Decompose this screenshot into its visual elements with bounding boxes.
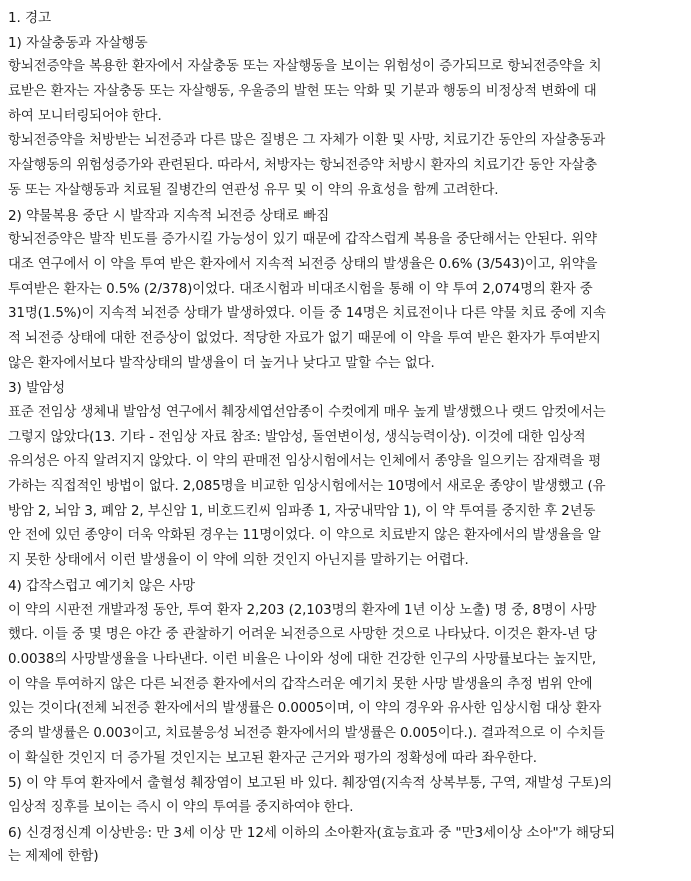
section-heading: 1) 자살충동과 자살행동 xyxy=(8,34,148,51)
paragraph-line: 0.0038의 사망발생율을 나타낸다. 이런 비율은 나이와 성에 대한 건강한 인구의 사망률보다는 높지만, xyxy=(8,651,597,667)
paragraph-line: 항뇌전증약을 복용한 환자에서 자살충동 또는 자살행동을 보이는 위험성이 증가되므로 항뇌전증약을 치 xyxy=(8,59,602,75)
paragraph-line: 가하는 직접적인 방법이 없다. 2,085명을 비교한 임상시험에서는 10명에서 새로운 종양이 발생했고 (유 xyxy=(8,479,606,495)
paragraph-line: 동 또는 자살행동과 치료될 질병간의 연관성 유무 및 이 약의 유효성을 함께 고려한다. xyxy=(8,182,499,198)
paragraph-line: 항뇌전증약을 처방받는 뇌전증과 다른 많은 질병은 그 자체가 이환 및 사망, 치료기간 동안의 자살충동과 xyxy=(8,133,606,149)
paragraph-line: 자살행동의 위험성증가와 관련된다. 따라서, 처방자는 항뇌전증약 처방시 환자의 치료기간 동안 자살충 xyxy=(8,158,597,174)
paragraph-line: 중의 발생률은 0.003이고, 치료불응성 뇌전증 환자에서의 발생률은 0.005이다.). 결과적으로 이 수치들 xyxy=(8,725,605,741)
section-heading: 1. 경고 xyxy=(8,10,52,26)
paragraph-line: 투여받은 환자는 0.5% (2/378)이었다. 대조시험과 비대조시험을 통해 이 약 투여 2,074명의 환자 중 xyxy=(8,281,593,297)
paragraph-line: 않은 환자에서보다 발작상태의 발생율이 더 높거나 낮다고 말할 수는 없다. xyxy=(8,355,435,371)
paragraph-line: 이 약을 투여하지 않은 다른 뇌전증 환자에서의 갑작스러운 예기치 못한 사망 발생율의 추정 범위 안에 xyxy=(8,676,593,692)
paragraph-line: 유의성은 아직 알려지지 않았다. 이 약의 판매전 임상시험에서는 인체에서 종양을 일으키는 잠재력을 평 xyxy=(8,454,602,470)
section-heading: 3) 발암성 xyxy=(8,380,66,397)
paragraph-line: 임상적 징후를 보이는 즉시 이 약의 투여를 중지하여야 한다. xyxy=(8,800,354,815)
paragraph-line: 했다. 이들 중 몇 명은 야간 중 관찰하기 어려운 뇌전증으로 사망한 것으로 나타났다. 이것은 환자-년 당 xyxy=(8,627,597,643)
paragraph-line: 표준 전임상 생체내 발암성 연구에서 췌장세엽선암종이 수컷에게 매우 높게 발생했으나 랫드 암컷에서는 xyxy=(8,405,606,420)
paragraph-line: 이 약의 시판전 개발과정 동안, 투여 환자 2,203 (2,103명의 환자에 1년 이상 노출) 명 중, 8명이 사망 xyxy=(8,602,597,618)
section-heading: 2) 약물복용 중단 시 발작과 지속적 뇌전증 상태로 빠짐 xyxy=(8,207,330,224)
section-heading: 6) 신경정신계 이상반응: 만 3세 이상 만 12세 이하의 소아환자(효능효과 중 "만3세이상 소아"가 해당되 xyxy=(8,824,615,841)
paragraph-line: 적 뇌전증 상태에 대한 전증상이 없었다. 적당한 자료가 없기 때문에 이 약을 투여 받은 환자가 투여받지 xyxy=(8,330,601,346)
paragraph-line: 그렇지 않았다(13. 기타 - 전임상 자료 참조: 발암성, 돌연변이성, 생식능력이상). 이것에 대한 임상적 xyxy=(8,429,586,445)
paragraph-line: 31명(1.5%)이 지속적 뇌전증 상태가 발생하였다. 이들 중 14명은 치료전이나 다른 약물 치료 중에 지속 xyxy=(8,306,606,322)
section-heading: 5) 이 약 투여 환자에서 출혈성 췌장염이 보고된 바 있다. 췌장염(지속적 상복부통, 구역, 재발성 구토)의 xyxy=(8,775,613,792)
paragraph-line: 이 확실한 것인지 더 증가될 것인지는 보고된 환자군 근거와 평가의 정확성에 따라 좌우한다. xyxy=(8,750,537,766)
paragraph-line: 대조 연구에서 이 약을 투여 받은 환자에서 지속적 뇌전증 상태의 발생율은 0.6% (3/543)이고, 위약을 xyxy=(8,256,598,272)
paragraph-line: 안 전에 있던 종양이 더욱 악화된 경우는 11명이었다. 이 약으로 치료받지 않은 환자에서의 발생율을 알 xyxy=(8,528,601,544)
paragraph-line: 하여 모니터링되어야 한다. xyxy=(8,108,162,124)
paragraph-line: 방암 2, 뇌암 3, 폐암 2, 부신암 1, 비호드킨씨 임파종 1, 자궁내막암 1), 이 약 투여를 중지한 후 2년동 xyxy=(8,503,596,519)
paragraph-line: 료받은 환자는 자살충동 또는 자살행동, 우울증의 발현 또는 악화 및 기분과 행동의 비정상적 변화에 대 xyxy=(8,84,597,100)
paragraph-line: 지 못한 상태에서 이런 발생율이 이 약에 의한 것인지 아닌지를 말하기는 어렵다. xyxy=(8,553,469,569)
paragraph-line: 있는 것이다(전체 뇌전증 환자에서의 발생률은 0.0005이며, 이 약의 경우와 유사한 임상시험 대상 환자 xyxy=(8,701,602,717)
paragraph-line: 항뇌전증약은 발작 빈도를 증가시킬 가능성이 있기 때문에 갑작스럽게 복용을 중단해서는 안된다. 위약 xyxy=(8,232,597,248)
section-heading: 4) 갑작스럽고 예기치 않은 사망 xyxy=(8,577,196,594)
paragraph-line: 는 제제에 한함) xyxy=(8,849,99,865)
